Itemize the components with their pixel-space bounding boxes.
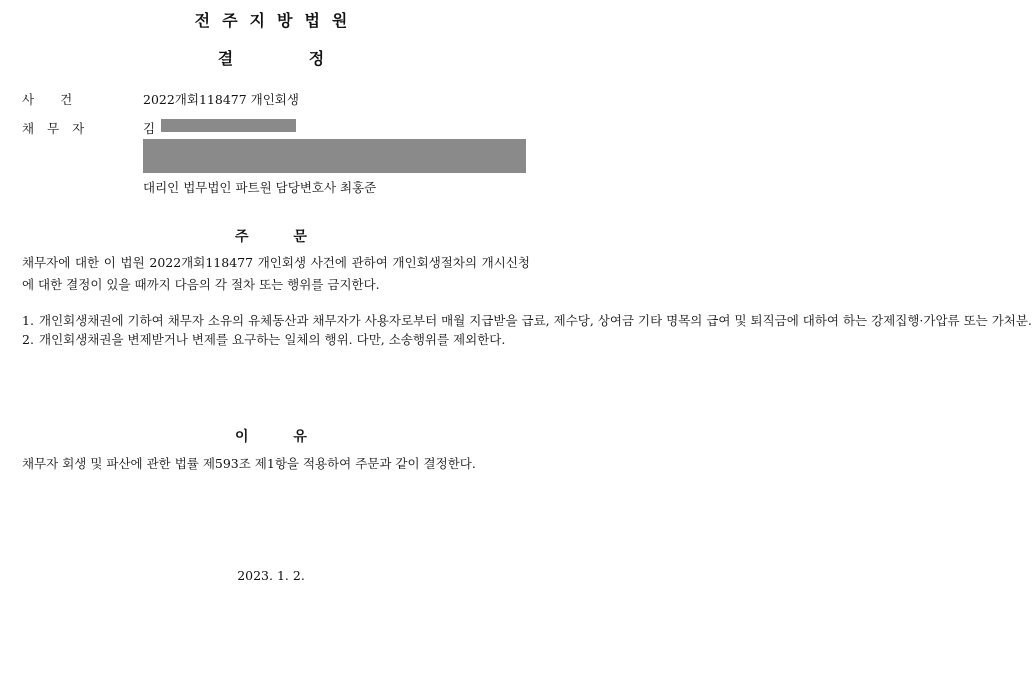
order-list: [22, 311, 1032, 349]
reason-heading: 이 유: [235, 429, 307, 445]
redacted-name: [161, 119, 296, 132]
redacted-address: [143, 139, 526, 173]
document-title: 결 정: [217, 49, 325, 68]
order-item-text: 개인회생채권에 기하여 채무자 소유의 유체동산과 채무자가 사용자로부터 매월 지급받을 급료, 제수당, 상여금 기타 명목의 급여 및 퇴직금에 대하여 하는 강제집행·가압류 또는 가처분.: [39, 313, 1032, 328]
debtor-name: 김: [143, 121, 156, 136]
order-item: [22, 311, 1032, 330]
order-item: [22, 330, 530, 349]
order-text: 채무자에 대한 이 법원 2022개회118477 개인회생 사건에 관하여 개인회생절차의 개시신청에 대한 결정이 있을 때까지 다음의 각 절차 또는 행위를 금지한다.: [22, 255, 530, 292]
court-name: 전주지방법원: [194, 11, 360, 30]
order-item-number: 1.: [22, 313, 34, 328]
decision-date: 2023. 1. 2.: [237, 568, 305, 583]
order-item-text: 개인회생채권을 변제받거나 변제를 요구하는 일체의 행위. 다만, 소송행위를 제외한다.: [39, 332, 506, 347]
debtor-label: 채무자: [22, 121, 98, 136]
order-item-number: 2.: [22, 332, 34, 347]
case-value: 2022개회118477 개인회생: [143, 92, 299, 107]
agent-line: 대리인 법무법인 파트원 담당변호사 최홍준: [143, 180, 377, 195]
case-label: 사건: [22, 92, 99, 107]
reason-text: 채무자 회생 및 파산에 관한 법률 제593조 제1항을 적용하여 주문과 같이 결정한다.: [22, 456, 476, 471]
order-heading: 주 문: [235, 229, 307, 245]
